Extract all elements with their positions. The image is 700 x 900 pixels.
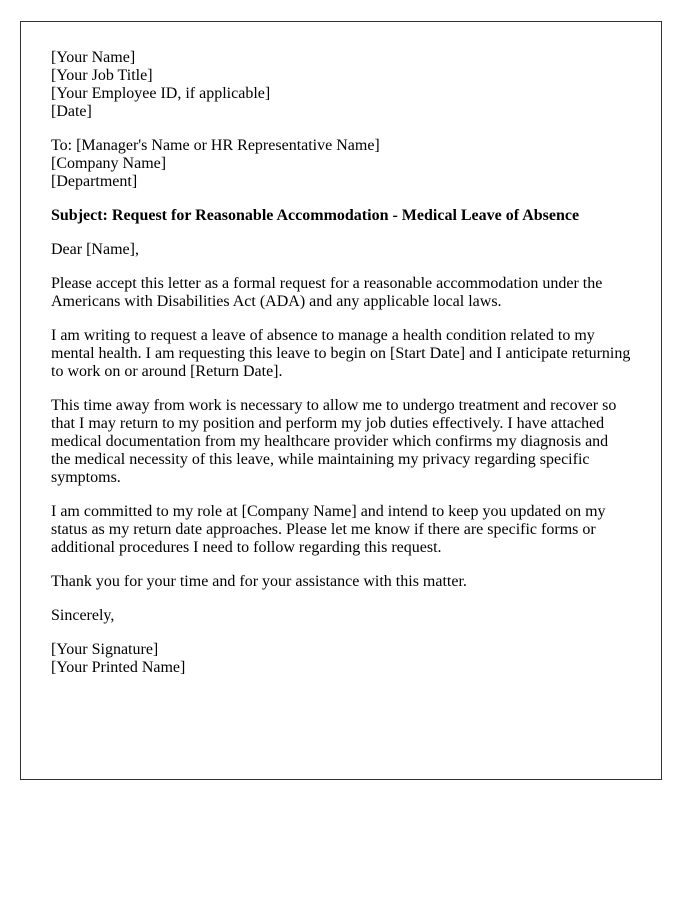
paragraph-leave-dates: I am writing to request a leave of absence to manage a health condition related to my mental health. I am requesting this leave to begin on [Start Date] and I anticipate returning to work on or around [Return Date]. bbox=[51, 327, 631, 380]
closing: Sincerely, bbox=[51, 607, 115, 624]
sender-name-line: [Your Name] bbox=[51, 49, 136, 66]
signature-block bbox=[51, 641, 631, 677]
printed-name-line: [Your Printed Name] bbox=[51, 659, 186, 676]
paragraph-thanks: Thank you for your time and for your assistance with this matter. bbox=[51, 573, 467, 590]
paragraph-accommodation-request: Please accept this letter as a formal request for a reasonable accommodation under the Americans with Disabilities Act (ADA) and any applicable local laws. bbox=[51, 275, 603, 310]
paragraph-commitment: I am committed to my role at [Company Name] and intend to keep you updated on my status as my return date approaches. Please let me know if there are specific forms or additional procedures I need to follow regarding this request. bbox=[51, 503, 606, 556]
signature-line: [Your Signature] bbox=[51, 641, 159, 658]
letter-document bbox=[20, 21, 662, 780]
subject-line: Subject: Request for Reasonable Accommodation - Medical Leave of Absence bbox=[51, 207, 580, 224]
recipient-company-line: [Company Name] bbox=[51, 155, 167, 172]
sender-block bbox=[51, 49, 631, 121]
date-line: [Date] bbox=[51, 103, 92, 120]
salutation: Dear [Name], bbox=[51, 241, 139, 258]
recipient-block bbox=[51, 137, 631, 191]
sender-employee-id-line: [Your Employee ID, if applicable] bbox=[51, 85, 271, 102]
recipient-department-line: [Department] bbox=[51, 173, 138, 190]
recipient-to-line: To: [Manager's Name or HR Representative Name] bbox=[51, 137, 380, 154]
sender-job-title-line: [Your Job Title] bbox=[51, 67, 153, 84]
paragraph-medical-documentation: This time away from work is necessary to allow me to undergo treatment and recover so that I may return to my position and perform my job duties effectively. I have attached medical documentation from my healthcare provider which confirms my diagnosis and the medical necessity of this leave, while maintaining my privacy regarding specific symptoms. bbox=[51, 397, 617, 486]
